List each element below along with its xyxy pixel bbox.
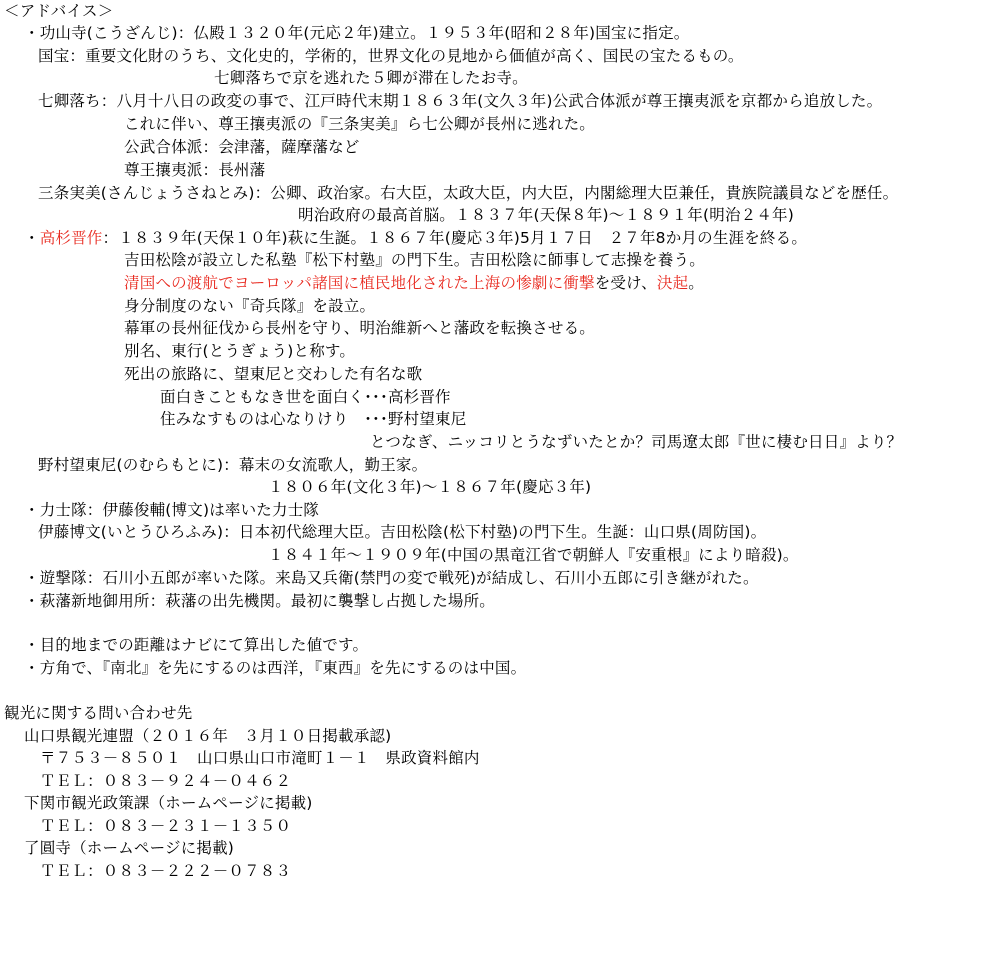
contact-shimonoseki: 下関市観光政策課（ホームページに掲載) [24,794,313,812]
nomura-dates: １８０６年(文化３年)～１８６７年(慶応３年) [268,478,592,496]
shanghai-text: 清国への渡航でヨーロッパ諸国に植民地化された上海の惨劇に衝撃 [124,274,595,292]
contact-shimonoseki-tel: ＴＥＬ：０８３－２３１－１３５０ [40,817,292,835]
rikishitai-line: ・力士隊：伊藤俊輔(博文)は率いた力士隊 [24,501,320,519]
kobu-line: 公武合体派：会津藩，薩摩藩など [124,138,360,156]
choshu-line: 幕軍の長州征伐から長州を守り、明治維新へと藩政を転換させる。 [124,319,596,337]
shichikyo-line: 七卿落ち：八月十八日の政変の事で、江戸時代末期１８６３年(文久３年)公武合体派が尊王攘夷派を京都から追放した。 [38,92,883,110]
direction-note: ・方角で、『南北』を先にするのは西洋，『東西』を先にするのは中国。 [24,659,527,677]
kozanji-note: 七卿落ちで京を逃れた５卿が滞在したお寺。 [214,69,528,87]
contact-yamaguchi-address: 〒７５３－８５０１ 山口県山口市滝町１－１ 県政資料館内 [40,749,480,767]
takasugi-student: 吉田松陰が設立した私塾『松下村塾』の門下生。吉田松陰に師事して志操を養う。 [124,251,705,269]
sanjo-line: 三条実美(さんじょうさねとみ)：公卿、政治家。右大臣，太政大臣，内大臣，内閣総理大臣兼任，貴族院議員などを歴任。 [38,184,899,202]
kekki-text: 決起 [656,274,689,292]
poem-intro: 死出の旅路に、望東尼と交わした有名な歌 [124,365,423,383]
shiba-note: とつなぎ、ニッコリとうなずいたとか？司馬遼太郎『世に棲む日日』より？ [370,433,903,451]
nomura-line: 野村望東尼(のむらもとに)：幕末の女流歌人，勤王家。 [38,456,428,474]
takasugi-birth: ：１８３９年(天保１０年)萩に生誕。１８６７年(慶応３年)5月１７日 ２７年8か月の生涯を終る。 [102,229,808,247]
takasugi-line [24,227,807,249]
kiheitai-line: 身分制度のない『奇兵隊』を設立。 [124,297,376,315]
contact-yamaguchi: 山口県観光連盟（２０１６年 ３月１０日掲載承認) [24,727,392,745]
kozanji-line: ・功山寺(こうざんじ)：仏殿１３２０年(元応２年)建立。１９５３年(昭和２８年)国宝に指定。 [24,24,690,42]
shichikyo-note: これに伴い、尊王攘夷派の『三条実美』ら七公卿が長州に逃れた。 [124,115,596,133]
takasugi-shanghai [124,272,704,294]
advice-header: ＜アドバイス＞ [4,2,114,20]
hagi-shinchi-line: ・萩藩新地御用所：萩藩の出先機関。最初に襲撃し占拠した場所。 [24,592,496,610]
ito-line: 伊藤博文(いとうひろふみ)：日本初代総理大臣。吉田松陰(松下村塾)の門下生。生誕：山口県(周防国)。 [38,523,767,541]
sonno-line: 尊王攘夷派：長州藩 [124,161,266,179]
contact-ryoenji: 了圓寺（ホームページに掲載) [24,839,235,857]
kokuho-definition: 国宝：重要文化財のうち、文化史的，学術的，世界文化の見地から価値が高く、国民の宝たるもの。 [38,47,744,65]
ito-dates: １８４１年～１９０９年(中国の黒竜江省で朝鮮人『安重根』により暗殺)。 [268,546,799,564]
togyo-line: 別名、東行(とうぎょう)と称す。 [124,342,356,360]
poem-line-2: 住みなすものは心なりけり ･･･野村望東尼 [160,410,467,428]
sanjo-note: 明治政府の最高首脳。１８３７年(天保８年)～１８９１年(明治２４年) [298,206,794,224]
distance-note: ・目的地までの距離はナビにて算出した値です。 [24,636,369,654]
contact-ryoenji-tel: ＴＥＬ：０８３－２２２－０７８３ [40,862,292,880]
shanghai-end: 。 [688,274,704,292]
contacts-title: 観光に関する問い合わせ先 [4,704,193,722]
shanghai-mid: を受け、 [594,274,657,292]
poem-line-1: 面白きこともなき世を面白く･･･高杉晋作 [160,388,451,406]
contact-yamaguchi-tel: ＴＥＬ：０８３－９２４－０４６２ [40,772,292,790]
takasugi-bullet: ・ [24,229,40,247]
yugekitai-line: ・遊撃隊：石川小五郎が率いた隊。来島又兵衛(禁門の変で戦死)が結成し、石川小五郎に引き継がれた。 [24,569,759,587]
takasugi-name: 高杉晋作 [39,229,103,247]
